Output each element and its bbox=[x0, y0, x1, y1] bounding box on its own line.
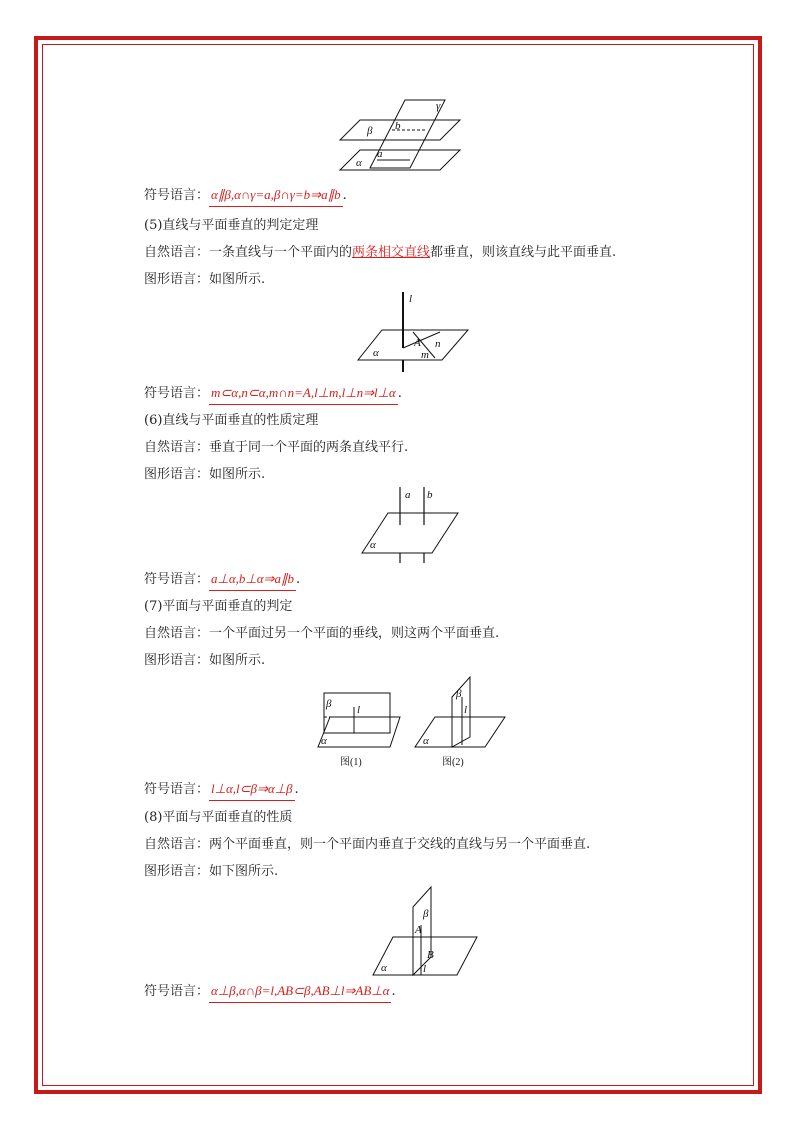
fig5-label-alpha: α bbox=[373, 347, 379, 359]
fig7-2-label-l: l bbox=[464, 704, 468, 716]
symbol-label: 符号语言： bbox=[144, 188, 210, 203]
section8-graphic: 如下图所示. bbox=[209, 864, 279, 879]
natural-label: 自然语言： bbox=[144, 626, 210, 641]
section8-natural-line bbox=[144, 837, 590, 853]
graphic-label: 图形语言： bbox=[144, 272, 210, 287]
fig1-label-beta: β bbox=[367, 125, 373, 137]
fig7-2-label-alpha: α bbox=[423, 735, 429, 747]
symbol-label: 符号语言： bbox=[144, 386, 210, 401]
section5-natural-pre: 一条直线与一个平面内的 bbox=[209, 245, 353, 260]
fig1-label-b: b bbox=[395, 120, 401, 132]
figure-two-perpendicular-lines bbox=[360, 485, 465, 565]
section5-natural-post: 都垂直，则该直线与此平面垂直. bbox=[430, 245, 617, 260]
section6-end: . bbox=[295, 572, 301, 587]
section6-symbol: a⊥α,b⊥α⇒a∥b bbox=[209, 571, 296, 591]
fig6-label-b: b bbox=[427, 489, 433, 501]
section8-end: . bbox=[391, 984, 396, 999]
section8-natural: 两个平面垂直，则一个平面内垂直于交线的直线与另一个平面垂直. bbox=[209, 837, 591, 852]
fig7-1-label-alpha: α bbox=[321, 735, 327, 747]
section7-graphic-line bbox=[144, 653, 265, 669]
fig7-1-label-l: l bbox=[357, 704, 361, 716]
figure-plane-plane-judgment bbox=[310, 675, 510, 775]
section6-natural-line bbox=[144, 440, 408, 456]
fig7-2-label-beta: β bbox=[456, 688, 462, 700]
fig1-label-alpha: α bbox=[356, 157, 362, 169]
symbol-label: 符号语言： bbox=[144, 782, 210, 797]
section5-symbol-line bbox=[144, 385, 402, 405]
fig5-label-A: A bbox=[414, 337, 421, 349]
natural-label: 自然语言： bbox=[144, 440, 210, 455]
fig8-label-beta: β bbox=[423, 908, 429, 920]
section8-symbol: α⊥β,α∩β=l,AB⊂β,AB⊥l⇒AB⊥α bbox=[209, 983, 391, 1003]
fig7-caption-2: 图(2) bbox=[442, 757, 464, 768]
section8-heading: (8)平面与平面垂直的性质 bbox=[144, 810, 293, 825]
natural-label: 自然语言： bbox=[144, 837, 210, 852]
section6-symbol-line bbox=[144, 571, 300, 591]
section7-natural-line bbox=[144, 626, 499, 642]
fig8-label-B: B bbox=[427, 949, 434, 961]
figure-three-planes bbox=[330, 96, 470, 176]
graphic-label: 图形语言： bbox=[144, 653, 210, 668]
section1-symbol: α∥β,α∩γ=a,β∩γ=b⇒a∥b bbox=[209, 187, 343, 207]
fig7-caption-1: 图(1) bbox=[340, 757, 362, 768]
graphic-label: 图形语言： bbox=[144, 467, 210, 482]
section5-natural-highlight: 两条相交直线 bbox=[352, 245, 431, 260]
section8-symbol-line bbox=[144, 983, 396, 1003]
section6-graphic: 如图所示. bbox=[209, 467, 266, 482]
fig8-label-A: A bbox=[415, 924, 422, 936]
fig5-label-l: l bbox=[409, 293, 413, 305]
fig1-label-a: a bbox=[377, 148, 383, 160]
section7-heading: (7)平面与平面垂直的判定 bbox=[144, 599, 293, 614]
natural-label: 自然语言： bbox=[144, 245, 210, 260]
section6-graphic-line bbox=[144, 467, 265, 483]
fig6-label-a: a bbox=[405, 489, 411, 501]
section8-graphic-line bbox=[144, 864, 278, 880]
symbol-label: 符号语言： bbox=[144, 984, 210, 999]
fig6-label-alpha: α bbox=[370, 539, 376, 551]
section1-end: . bbox=[342, 188, 347, 203]
symbol-label: 符号语言： bbox=[144, 572, 210, 587]
figure-line-plane-perpendicular bbox=[355, 290, 475, 375]
fig5-label-m: m bbox=[421, 349, 429, 361]
section7-graphic: 如图所示. bbox=[209, 653, 266, 668]
section7-symbol-line bbox=[144, 781, 299, 801]
section7-end: . bbox=[294, 782, 299, 797]
section5-heading: (5)直线与平面垂直的判定定理 bbox=[144, 218, 319, 233]
section5-end: . bbox=[397, 386, 402, 401]
section7-symbol: l⊥α,l⊂β⇒α⊥β bbox=[209, 781, 295, 801]
fig8-label-alpha: α bbox=[381, 962, 387, 974]
fig5-label-n: n bbox=[435, 338, 441, 350]
graphic-label: 图形语言： bbox=[144, 864, 210, 879]
section5-graphic: 如图所示. bbox=[209, 272, 266, 287]
fig1-label-gamma: γ bbox=[436, 100, 441, 112]
fig8-label-l: l bbox=[423, 963, 427, 975]
section6-natural: 垂直于同一个平面的两条直线平行. bbox=[209, 440, 409, 455]
section5-symbol: m⊂α,n⊂α,m∩n=A,l⊥m,l⊥n⇒l⊥α bbox=[209, 385, 398, 405]
section6-heading: (6)直线与平面垂直的性质定理 bbox=[144, 413, 319, 428]
section1-symbol-line bbox=[144, 187, 347, 207]
fig7-1-label-beta: β bbox=[326, 698, 332, 710]
figure-plane-plane-property bbox=[365, 885, 485, 980]
section5-graphic-line bbox=[144, 272, 265, 288]
section5-natural-line bbox=[144, 245, 616, 261]
section7-natural: 一个平面过另一个平面的垂线，则这两个平面垂直. bbox=[209, 626, 500, 641]
